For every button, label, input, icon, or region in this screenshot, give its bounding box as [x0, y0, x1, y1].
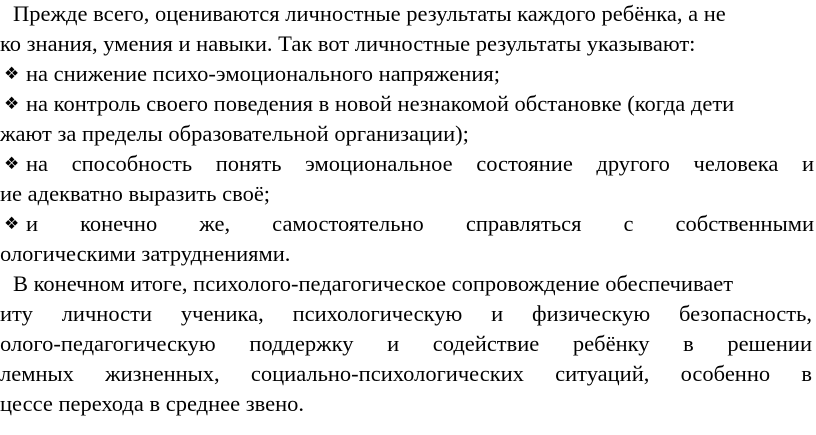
- text-line-11: [0, 299, 812, 329]
- text-line-7: [0, 179, 270, 209]
- diamond-bullet-icon: ❖: [4, 64, 20, 84]
- text-line-12-content: олого-педагогическую поддержку и содействие ребёнку в решении: [0, 331, 812, 356]
- text-line-9: [0, 239, 290, 269]
- text-line-7-content: ие адекватно выразить своё;: [0, 181, 271, 206]
- diamond-bullet-icon: ❖: [4, 214, 20, 234]
- text-line-14: [0, 389, 304, 419]
- text-line-9-content: ологическими затруднениями.: [0, 241, 291, 266]
- text-line-13: [0, 359, 812, 389]
- text-line-10-content: В конечном итоге, психолого-педагогическое сопровождение обеспечивает: [13, 271, 734, 296]
- text-line-2-content: ко знания, умения и навыки. Так вот личностные результаты указывают:: [0, 31, 696, 56]
- text-line-13-content: лемных жизненных, социально-психологических ситуаций, особенно в: [0, 361, 812, 386]
- text-line-1: [13, 0, 726, 29]
- text-line-2: [0, 29, 695, 59]
- text-line-1-content: Прежде всего, оцениваются личностные результаты каждого ребёнка, а не: [13, 1, 726, 26]
- bullet-item-3: [4, 149, 814, 179]
- diamond-bullet-icon: ❖: [4, 154, 20, 174]
- text-line-11-content: иту личности ученика, психологическую и физическую безопасность,: [0, 301, 812, 326]
- bullet-item-3-text: на способность понять эмоциональное состояние другого человека и: [26, 151, 814, 176]
- text-line-12: [0, 329, 812, 359]
- diamond-bullet-icon: ❖: [4, 94, 20, 114]
- bullet-item-4-text: и конечно же, самостоятельно справляться с собственными: [26, 211, 814, 236]
- bullet-item-1: [4, 59, 500, 89]
- text-line-10: [13, 269, 733, 299]
- bullet-item-4: [4, 209, 814, 239]
- text-line-14-content: цессе перехода в среднее звено.: [0, 391, 305, 416]
- bullet-item-2: [4, 89, 734, 119]
- bullet-item-1-text: на снижение психо-эмоционального напряжения;: [26, 61, 500, 86]
- text-line-5-content: жают за пределы образовательной организации);: [0, 121, 469, 146]
- bullet-item-2-text: на контроль своего поведения в новой незнакомой обстановке (когда дети: [26, 91, 735, 116]
- text-line-5: [0, 119, 469, 149]
